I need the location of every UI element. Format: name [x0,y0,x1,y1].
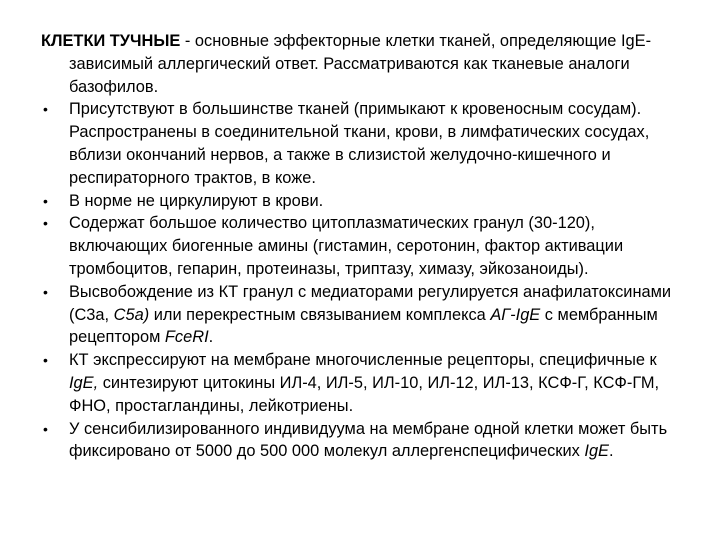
item-text: У сенсибилизированного индивидуума на мембране одной клетки может быть фиксировано от 5000 до 500 000 молекул аллергенспецифических [69,419,668,461]
item-term: АГ-IgE [490,305,541,324]
intro-heading: КЛЕТКИ ТУЧНЫЕ [41,32,181,50]
list-item [41,190,690,213]
bullet-icon: • [43,420,48,437]
list-item [41,212,690,280]
item-text: Содержат большое количество цитоплазматических гранул (30-120), включающих биогенные амины (гистамин, серотонин, фактор активации тромбоцитов, гепарин, протеиназы, триптазу, химазу, эйкозаноиды). [69,214,624,278]
item-term: С5а) [113,305,150,324]
list-item [41,98,690,189]
item-text: или перекрестным связыванием комплекса [149,305,491,324]
bullet-icon: • [43,215,48,232]
list-item [41,418,690,464]
item-term: IgE, [69,373,99,392]
bullet-icon: • [43,283,48,300]
item-text: Присутствуют в большинстве тканей (примыкают к кровеносным сосудам). Распространены в соединительной ткани, крови, в лимфатических сосудах, вблизи окончаний нервов, а также в слизистой желудочно-кишечного и респираторного трактов, в коже. [69,100,650,187]
item-text: . [208,328,214,347]
list-item [41,281,690,349]
intro-text: - основные эффекторные клетки тканей, определяющие IgE-зависимый аллергический ответ. Рассматриваются как тканевые аналоги базофилов. [69,32,652,96]
bullet-icon: • [43,352,48,369]
bullet-icon: • [43,192,48,209]
item-text: синтезируют цитокины ИЛ-4, ИЛ-5, ИЛ-10, ИЛ-12, ИЛ-13, КСФ-Г, КСФ-ГМ, ФНО, простагландины, лейкотриены. [69,373,660,415]
item-term: IgE [584,442,609,461]
item-text: В норме не циркулируют в крови. [69,191,324,210]
list-item [41,349,690,417]
item-text: КТ экспрессируют на мембране многочисленные рецепторы, специфичные к [69,351,657,370]
item-term: FceRI [164,328,209,347]
bullet-list [41,98,690,463]
item-text: . [609,442,614,461]
intro-paragraph [41,30,690,98]
bullet-icon: • [43,101,48,118]
item-text: Высвобождение из КТ гранул с медиаторами регулируется анафилатоксинами (С3а, [69,282,672,324]
item-text: с мембранным рецептором [69,305,658,347]
